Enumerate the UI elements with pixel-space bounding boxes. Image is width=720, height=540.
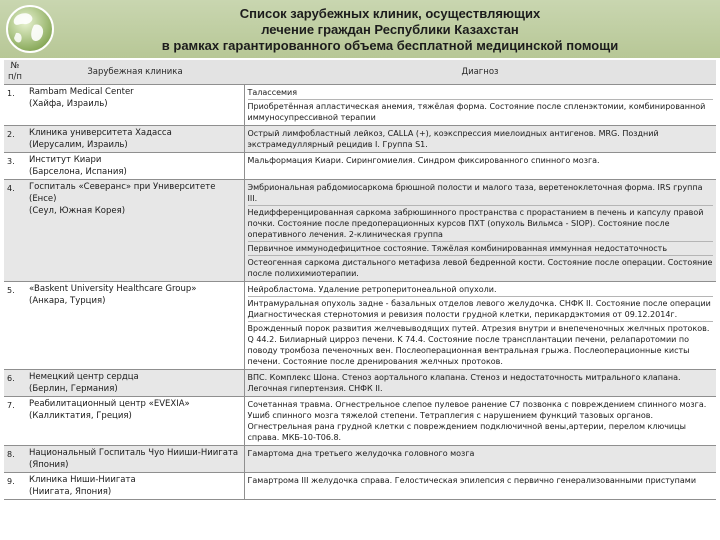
clinic-text: (Ниигата, Япония) xyxy=(29,487,112,497)
clinic-text: Клиника университета Хадасса xyxy=(29,128,172,138)
clinic-text: (Сеул, Южная Корея) xyxy=(29,206,126,216)
diagnosis-cell xyxy=(244,126,716,153)
diagnosis-text: Сочетанная травма. Огнестрельное слепое пулевое ранение С7 позвонка с повреждением спинного мозга. Ушиб спинного мозга тяжелой степени. Тетраплегия с нарушением функций тазовых органов. Огнестрельная рана грудной клетки с повреждением подключичной вены,артерии, перелом ключицы справа. МКБ-10-Т06.8. xyxy=(247,400,707,442)
diagnosis-text: ВПС. Комплекс Шона. Стеноз аортального клапана. Стеноз и недостаточность митрального клапана. Легочная гипертензия. СНФК II. xyxy=(247,373,681,393)
clinic-text: Немецкий центр сердца xyxy=(29,372,139,382)
diagnosis-text: Интрамуральная опухоль задне - базальных отделов левого желудочка. СНФК II. Состояние после операции Диагностическая стернотомия и ревизия полости грудной клетки, перикардэктомия от 09.12.2014г. xyxy=(248,297,714,322)
clinic-text: «Baskent University Healthcare Group» xyxy=(29,284,197,294)
clinic-cell xyxy=(26,473,244,500)
table-row xyxy=(4,397,716,446)
clinic-text: Национальный Госпиталь Чуо Нииши-Ниигата (Япония) xyxy=(29,448,239,470)
clinic-text: (Барселона, Испания) xyxy=(29,167,127,177)
table-row xyxy=(4,370,716,397)
row-number: 3. xyxy=(4,153,26,180)
diagnosis-text: Нейробластома. Удаление ретроперитонеальной опухоли. xyxy=(248,283,714,297)
clinic-cell xyxy=(26,85,244,126)
title-line-2: лечение граждан Республики Казахстан xyxy=(261,22,519,37)
row-number: 2. xyxy=(4,126,26,153)
table-row xyxy=(4,153,716,180)
diagnosis-cell xyxy=(244,473,716,500)
diagnosis-text: Остеогенная саркома дистального метафиза левой бедренной кости. Состояние после операции. Состояние после полихимиотерапии. xyxy=(247,258,713,278)
clinics-table-container xyxy=(4,60,716,538)
diagnosis-text: Гамартрома III желудочка справа. Гелостическая эпилепсия с первично генерализованными приступами xyxy=(247,476,697,485)
diagnosis-text: Острый лимфобластный лейкоз, CALLA (+), коэкспрессия миелоидных антигенов. MRG. Поздний экстрамедуллярный рецидив I. Группа S1. xyxy=(247,129,659,149)
diagnosis-text: Недифференцированная саркома забрюшинного пространства с прорастанием в печень и капсулу правой почки. Состояние после предоперационных курсов ПХТ (опухоль Вильмса - SIOP). Состояние после оперативного лечения. 2-клиническая группа xyxy=(248,206,714,242)
diagnosis-text: Первичное иммунодефицитное состояние. Тяжёлая комбинированная иммунная недостаточность xyxy=(248,242,714,256)
clinic-text: (Хайфа, Израиль) xyxy=(29,99,108,109)
table-row xyxy=(4,446,716,473)
table-header-row xyxy=(4,60,716,85)
clinic-cell xyxy=(26,153,244,180)
clinic-cell xyxy=(26,282,244,370)
column-header-diagnosis: Диагноз xyxy=(244,60,716,85)
clinic-text: (Анкара, Турция) xyxy=(29,296,106,306)
clinic-text: (Берлин, Германия) xyxy=(29,384,118,394)
diagnosis-cell xyxy=(244,370,716,397)
diagnosis-text: Мальформация Киари. Сирингомиелия. Синдром фиксированного спинного мозга. xyxy=(247,156,600,165)
table-body xyxy=(4,85,716,500)
row-number: 4. xyxy=(4,180,26,282)
header-banner xyxy=(0,0,720,58)
clinic-cell xyxy=(26,126,244,153)
row-number: 6. xyxy=(4,370,26,397)
title-line-1: Список зарубежных клиник, осуществляющих xyxy=(239,6,541,21)
diagnosis-cell xyxy=(244,153,716,180)
clinic-cell xyxy=(26,397,244,446)
table-row xyxy=(4,180,716,282)
table-row xyxy=(4,473,716,500)
diagnosis-text: Гамартома дна третьего желудочка головного мозга xyxy=(247,449,475,458)
row-number: 8. xyxy=(4,446,26,473)
table-row xyxy=(4,85,716,126)
diagnosis-text: Эмбриональная рабдомиосаркома брюшной полости и малого таза, веретеноклеточная форма. IRS группа III. xyxy=(248,181,714,206)
clinic-text: Институт Киари xyxy=(29,155,102,165)
diagnosis-cell xyxy=(244,282,716,370)
clinic-text: (Иерусалим, Израиль) xyxy=(29,140,128,150)
title-line-3: в рамках гарантированного объема бесплатной медицинской помощи xyxy=(161,38,619,53)
row-number: 9. xyxy=(4,473,26,500)
row-number: 1. xyxy=(4,85,26,126)
clinic-text: Клиника Ниши-Ниигата xyxy=(29,475,136,485)
diagnosis-text: Приобретённая апластическая анемия, тяжёлая форма. Состояние после спленэктомии, комбинированной иммуносупрессивной терапии xyxy=(247,102,706,122)
clinic-cell xyxy=(26,446,244,473)
clinic-text: Реабилитационный центр «EVEXIA» xyxy=(29,399,190,409)
table-row xyxy=(4,126,716,153)
clinic-text: (Калликтатия, Греция) xyxy=(29,411,132,421)
column-header-clinic: Зарубежная клиника xyxy=(26,60,244,85)
row-number: 5. xyxy=(4,282,26,370)
column-header-num: № п/п xyxy=(4,60,26,85)
clinic-cell xyxy=(26,180,244,282)
page-title xyxy=(70,6,710,54)
table-row xyxy=(4,282,716,370)
clinic-text: Госпиталь «Северанс» при Университете (Енсе) xyxy=(29,182,216,204)
diagnosis-cell xyxy=(244,180,716,282)
diagnosis-cell xyxy=(244,397,716,446)
diagnosis-cell xyxy=(244,85,716,126)
row-number: 7. xyxy=(4,397,26,446)
clinic-text: Rambam Medical Center xyxy=(29,87,134,97)
clinics-table xyxy=(4,60,716,500)
diagnosis-text: Врожденный порок развития желчевыводящих путей. Атрезия внутри и внепеченочных желчных протоков. Q 44.2. Билиарный цирроз печени. K 74.4. Состояние после трансплантации печени, релапаротомии по поводу тромбоза печеночных вен. Послеоперационная вентральная грыжа. Послеоперационные кисты печени. Состояние после дренирования желчных протоков. xyxy=(247,324,710,366)
diagnosis-text: Талассемия xyxy=(248,86,714,100)
globe-icon xyxy=(4,3,58,55)
diagnosis-cell xyxy=(244,446,716,473)
clinic-cell xyxy=(26,370,244,397)
